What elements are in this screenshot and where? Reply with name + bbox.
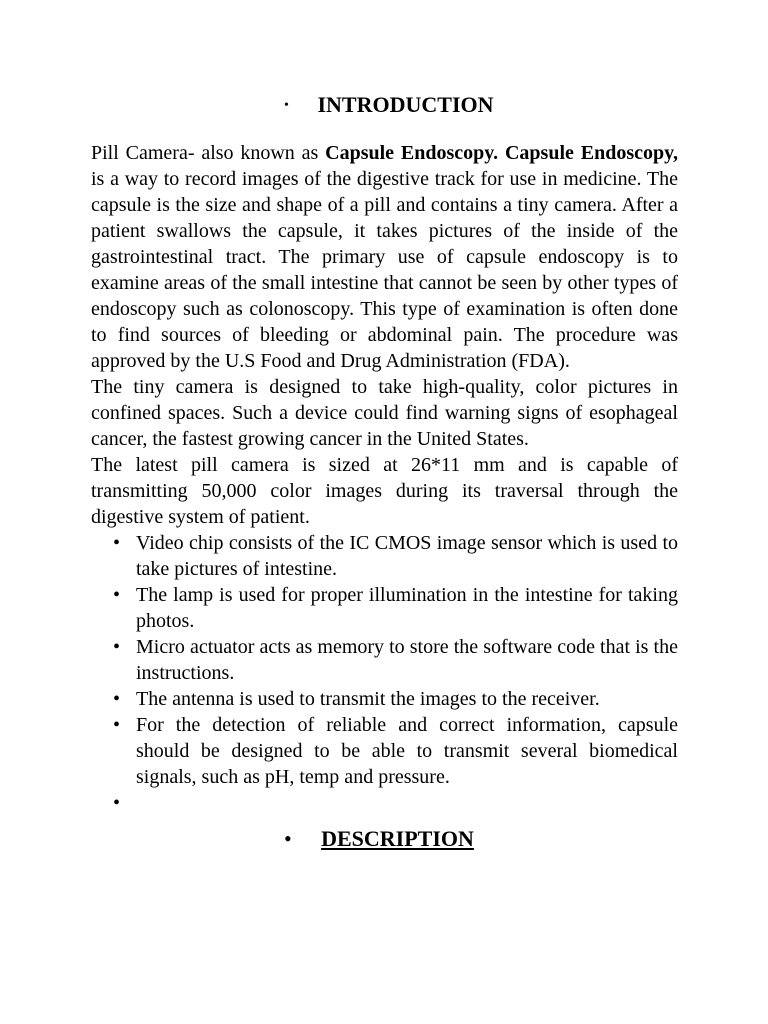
document-page bbox=[91, 88, 678, 856]
size-paragraph: The latest pill camera is sized at 26*11 mm and is capable of transmitting 50,000 color images during its traversal through the digestive system of patient. bbox=[91, 454, 678, 528]
list-item-text: Video chip consists of the IC CMOS image sensor which is used to take pictures of intestine. bbox=[136, 532, 678, 580]
list-item-text: The antenna is used to transmit the images to the receiver. bbox=[136, 688, 600, 710]
list-item-text bbox=[136, 792, 141, 814]
camera-paragraph: The tiny camera is designed to take high-quality, color pictures in confined spaces. Such a device could find warning signs of esophageal cancer, the fastest growing cancer in the United States. bbox=[91, 376, 678, 450]
list-bullet: • bbox=[113, 584, 121, 606]
intro-text-start: Pill Camera- also known as bbox=[91, 142, 326, 164]
heading-bullet: • bbox=[284, 98, 289, 113]
list-item-empty bbox=[91, 790, 678, 816]
component-list bbox=[91, 530, 678, 816]
intro-bold-term: Capsule Endoscopy. Capsule Endoscopy, bbox=[325, 142, 678, 164]
list-item-text: For the detection of reliable and correct information, capsule should be designed to be able to transmit several biomedical signals, such as pH, temp and pressure. bbox=[136, 714, 678, 788]
description-title: DESCRIPTION bbox=[321, 826, 474, 851]
heading-bullet: • bbox=[284, 826, 292, 851]
list-item-text: Micro actuator acts as memory to store the software code that is the instructions. bbox=[136, 636, 678, 684]
list-bullet: • bbox=[113, 714, 121, 736]
introduction-heading bbox=[91, 88, 678, 122]
introduction-title: INTRODUCTION bbox=[317, 92, 494, 117]
list-item bbox=[91, 582, 678, 634]
list-bullet: • bbox=[113, 636, 121, 658]
list-item bbox=[91, 634, 678, 686]
list-bullet: • bbox=[113, 688, 121, 710]
intro-text-rest: is a way to record images of the digestive track for use in medicine. The capsule is the size and shape of a pill and contains a tiny camera. After a patient swallows the capsule, it takes pictures of the inside of the gastrointestinal tract. The primary use of capsule endoscopy is to examine areas of the small intestine that cannot be seen by other types of endoscopy such as colonoscopy. This type of examination is often done to find sources of bleeding or abdominal pain. The procedure was approved by the U.S Food and Drug Administration (FDA). bbox=[91, 168, 678, 372]
list-item-text: The lamp is used for proper illumination in the intestine for taking photos. bbox=[136, 584, 678, 632]
list-bullet: • bbox=[113, 532, 121, 554]
list-item bbox=[91, 686, 678, 712]
list-item bbox=[91, 712, 678, 790]
list-bullet: • bbox=[113, 792, 121, 814]
list-item bbox=[91, 530, 678, 582]
intro-paragraph bbox=[91, 140, 678, 374]
description-heading bbox=[91, 822, 678, 856]
